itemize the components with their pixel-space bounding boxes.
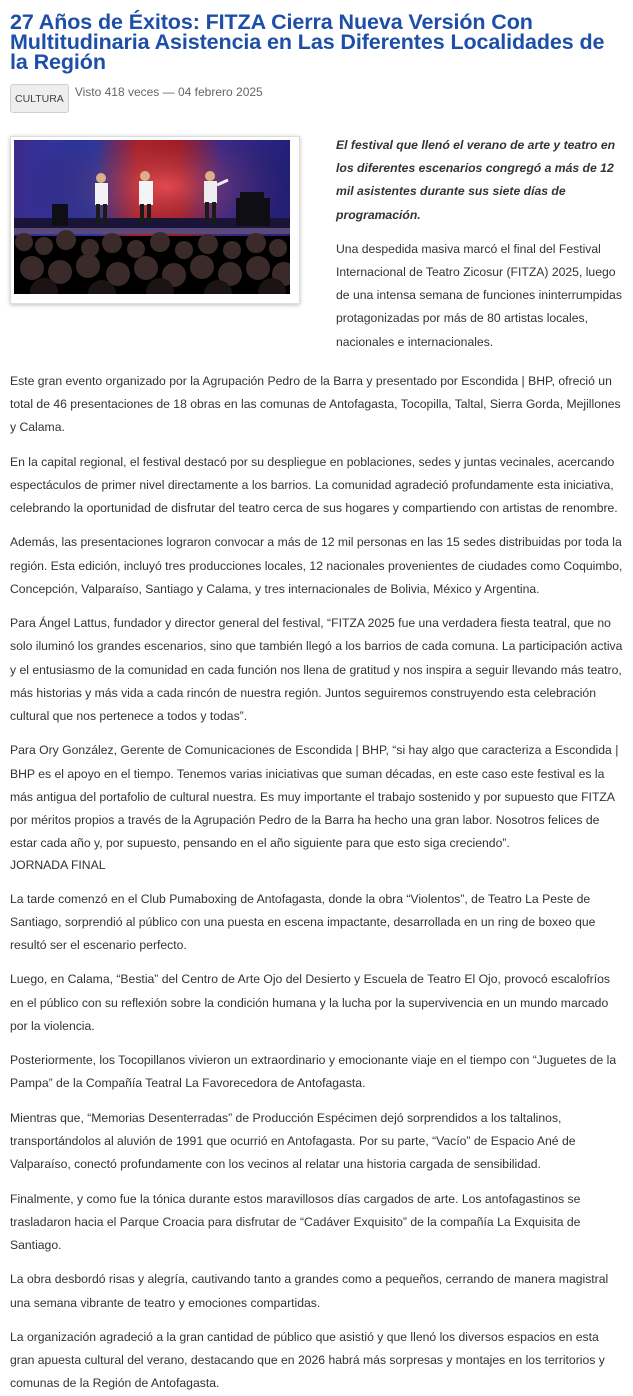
article-image [10,136,300,304]
body-paragraph: Para Ángel Lattus, fundador y director general del festival, “FITZA 2025 fue una verdadera fiesta teatral, que no solo iluminó los grandes escenarios, sino que también llegó a los barrios de cada comuna. La participación activa y el entusiasmo de la comunidad en cada función nos llena de gratitud y nos inspira a seguir llevando más teatro, más historias y más vida a cada rincón de nuestra región. Juntos seguiremos construyendo esta celebración cultural que nos pertenece a todos y todas”. [10,616,623,724]
article-title[interactable]: 27 Años de Éxitos: FITZA Cierra Nueva Versión Con Multitudinaria Asistencia en Las Diferentes Localidades de la Región [10,10,605,74]
body-paragraph: Finalmente, y como fue la tónica durante estos maravillosos días cargados de arte. Los antofagastinos se trasladaron hacia el Parque Croacia para disfrutar de “Cadáver Exquisito” de la compañía La Exquisita de Santiago. [10,1191,581,1253]
section-heading: JORNADA FINAL [10,858,106,873]
body-paragraph: Posteriormente, los Tocopillanos vivieron un extraordinario y emocionante viaje en el tiempo con “Juguetes de la Pampa” de la Compañía Teatral La Favorecedora de Antofagasta. [10,1053,617,1091]
body-paragraph: Mientras que, “Memorias Desenterradas” de Producción Espécimen dejó sorprendidos a los taltalinos, transportándolos al aluvión de 1991 que ocurrió en Antofagasta. Por su parte, “Vacío” de Espacio Ané de Valparaíso, conectó profundamente con los vecinos al relatar una historia cargada de sensibilidad. [10,1110,576,1172]
body-paragraph: Además, las presentaciones lograron convocar a más de 12 mil personas en las 15 sedes distribuidas por toda la región. Esta edición, incluyó tres producciones locales, 12 nacionales provenientes de ciudades como Coquimbo, Concepción, Valparaíso, Santiago y Calama, y tres internacionales de Bolivia, México y Argentina. [10,535,623,596]
body-paragraph: En la capital regional, el festival destacó por su despliegue en poblaciones, sedes y juntas vecinales, acercando espectáculos de primer nivel directamente a los barrios. La comunidad agradeció profundamente esta iniciativa, celebrando la oportunidad de disfrutar del teatro cerca de sus hogares y compartiendo con artistas de renombre. [10,454,618,516]
lead-paragraph: Una despedida masiva marcó el final del Festival Internacional de Teatro Zicosur (FITZA) 2025, luego de una intensa semana de funciones ininterrumpidas protagonizadas por más de 80 artistas locales, nacionales e internacionales. [336,241,622,349]
body-paragraph: La tarde comenzó en el Club Pumaboxing de Antofagasta, donde la obra “Violentos”, de Teatro La Peste de Santiago, sorprendió al público con una puesta en escena impactante, desarrollada en un ring de boxeo que resultó ser el escenario perfecto. [10,891,596,953]
article-body [10,370,625,1396]
intro-paragraph: El festival que llenó el verano de arte y teatro en los diferentes escenarios congregó a más de 12 mil asistentes durante sus siete días de programación. [336,138,616,222]
body-paragraph: La obra desbordó risas y alegría, cautivando tanto a grandes como a pequeños, cerrando de manera magistral una semana vibrante de teatro y emociones compartidas. [10,1272,609,1310]
category-badge[interactable]: CULTURA [10,84,69,113]
body-paragraph: Para Ory González, Gerente de Comunicaciones de Escondida | BHP, “si hay algo que caracteriza a Escondida | BHP es el apoyo en el tiempo. Tenemos varias iniciativas que suman décadas, en este caso este festival es la más antigua del portafolio de cultural nuestra. Es muy importante el trabajo sostenido y por supuesto que FITZA por méritos propios a través de la Agrupación Pedro de la Barra ha hecho una gran labor. Nosotros felices de estar cada año y, por supuesto, pensando en el año siguiente para que esto siga creciendo”. [10,743,619,851]
body-paragraph: Este gran evento organizado por la Agrupación Pedro de la Barra y presentado por Escondida | BHP, ofreció un total de 46 presentaciones de 18 obras en las comunas de Antofagasta, Tocopilla, Taltal, Sierra Gorda, Mejillones y Calama. [10,373,621,435]
body-paragraph: La organización agradeció a la gran cantidad de público que asistió y que llenó los diversos espacios en esta gran apuesta cultural del verano, destacando que en 2026 habrá más sorpresas y montajes en los territorios y comunas de la Región de Antofagasta. [10,1330,605,1391]
views-and-date: Visto 418 veces — 04 febrero 2025 [74,85,263,99]
lead-text [336,134,625,354]
article-meta [10,84,625,114]
body-paragraph: Luego, en Calama, “Bestia” del Centro de Arte Ojo del Desierto y Escuela de Teatro El Ojo, provocó escalofríos en el público con su reflexión sobre la condición humana y la lucha por la supervivencia en un mundo marcado por la violencia. [10,972,610,1033]
lead-block [10,134,625,354]
theatre-stage-photo [14,140,290,294]
